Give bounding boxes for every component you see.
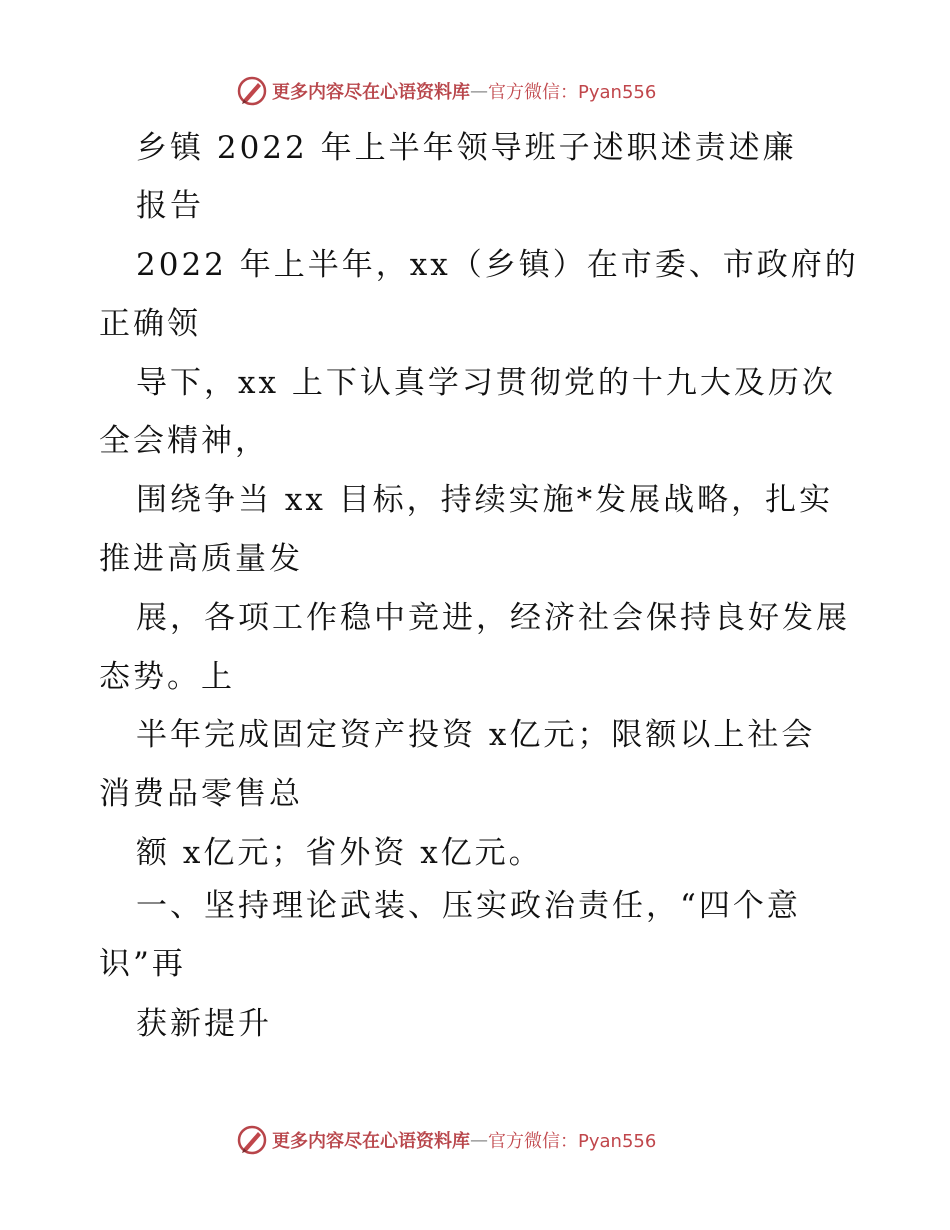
paragraph-line: 半年完成固定资产投资 x亿元；限额以上社会 bbox=[136, 717, 816, 753]
paragraph-line: 额 x亿元；省外资 x亿元。 bbox=[136, 835, 543, 871]
paragraph-line: 态势。上 bbox=[99, 659, 235, 695]
pen-logo-icon bbox=[236, 75, 268, 107]
document-title-line-1: 乡镇 2022 年上半年领导班子述职述责述廉 bbox=[136, 130, 797, 166]
pen-logo-icon bbox=[236, 1124, 268, 1156]
paragraph-line: 消费品零售总 bbox=[99, 776, 303, 812]
document-title-line-2: 报告 bbox=[136, 188, 204, 224]
watermark-brand: 更多内容尽在心语资料库 bbox=[272, 82, 470, 103]
paragraph-line: 正确领 bbox=[99, 306, 201, 342]
paragraph-line: 全会精神， bbox=[99, 423, 269, 459]
watermark-dash: — bbox=[470, 1129, 488, 1151]
paragraph-line: 围绕争当 xx 目标，持续实施*发展战略，扎实 bbox=[136, 482, 834, 518]
section-heading-line: 一、坚持理论武装、压实政治责任，“四个意 bbox=[136, 888, 801, 924]
paragraph-line: 2022 年上半年，xx（乡镇）在市委、市政府的 bbox=[136, 247, 859, 283]
watermark-contact: 官方微信：Pyan556 bbox=[488, 1131, 657, 1152]
watermark-contact: 官方微信：Pyan556 bbox=[488, 82, 657, 103]
section-heading-line: 获新提升 bbox=[136, 1006, 272, 1042]
watermark-header bbox=[236, 74, 656, 108]
paragraph-line: 展，各项工作稳中竞进，经济社会保持良好发展 bbox=[136, 600, 850, 636]
watermark-footer bbox=[236, 1123, 656, 1157]
section-heading-line: 识”再 bbox=[99, 946, 186, 982]
watermark-dash: — bbox=[470, 80, 488, 102]
paragraph-line: 推进高质量发 bbox=[99, 541, 303, 577]
paragraph-line: 导下，xx 上下认真学习贯彻党的十九大及历次 bbox=[136, 365, 836, 401]
watermark-brand: 更多内容尽在心语资料库 bbox=[272, 1131, 470, 1152]
